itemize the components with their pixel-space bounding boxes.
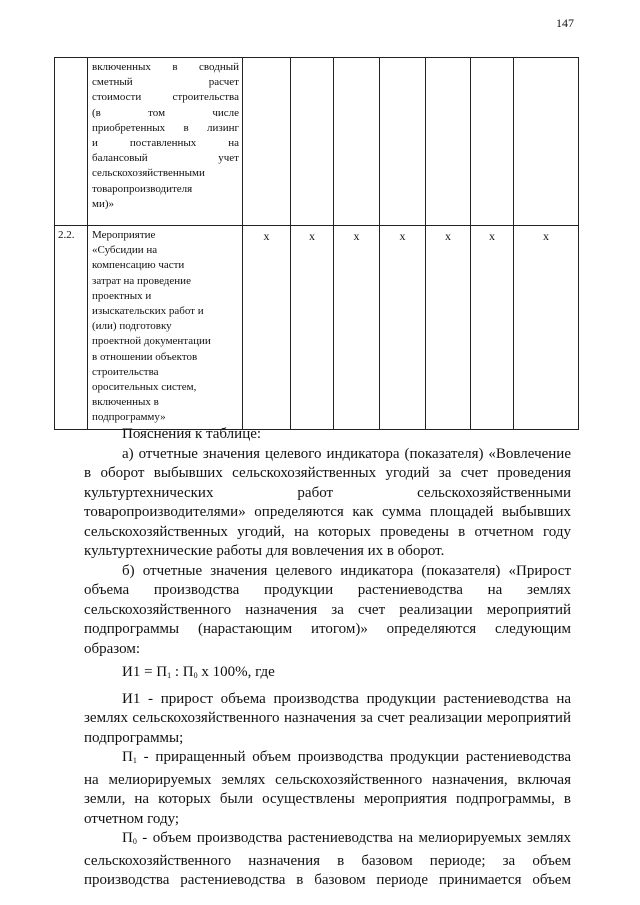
indicators-table [54, 57, 579, 430]
row-name-line: приобретенных в лизинг [92, 121, 239, 134]
definition-p0 [84, 829, 571, 891]
table-cell: х [380, 226, 426, 430]
text-line: И1 - прирост объема производства продукции растениеводства на [122, 690, 571, 707]
row-name-line: и поставленных на [92, 137, 239, 150]
table-row [55, 226, 579, 430]
text-line: сельскохозяйственных угодий, на которых проведены в отчетном году [84, 523, 571, 540]
table-cell: х [471, 226, 514, 430]
row-name-line: сельскохозяйственными [92, 167, 205, 180]
page-number: 147 [556, 16, 574, 30]
row-name [88, 226, 243, 430]
table-cell [471, 58, 514, 226]
text-line [84, 748, 571, 771]
table-cell: х [243, 226, 291, 430]
row-name [88, 58, 243, 226]
text-line [84, 829, 571, 852]
row-name-line: балансовый учет [92, 152, 239, 165]
table-cell: х [514, 226, 579, 430]
row-name-line: оросительных систем, [92, 381, 197, 394]
row-name-line: сметный расчет [92, 76, 239, 89]
text-line: землях сельскохозяйственного назначения за счет реализации мероприятий [84, 710, 571, 726]
table-cell: х [291, 226, 334, 430]
text-line: культуртехнические работы для вовлечения их в оборот. [84, 543, 445, 559]
text-line: в оборот выбывших сельскохозяйственных угодий за счет проведения [84, 465, 571, 481]
row-name-line: проектной документации [92, 335, 211, 348]
text-line: сельскохозяйственного назначения за счет реализации мероприятий [84, 601, 571, 618]
row-name-line: изыскательских работ и [92, 305, 204, 318]
row-name-line: включенных в сводный [92, 61, 239, 73]
text-line: земли, на которых были осуществлены мероприятия подпрограммы, в [84, 791, 571, 807]
row-name-line: (в том числе [92, 106, 239, 119]
row-name-line: включенных в [92, 396, 159, 409]
row-name-line: в отношении объектов [92, 350, 198, 363]
row-name-line: (или) подготовку [92, 320, 172, 333]
row-name-line: затрат на проведение [92, 274, 191, 287]
table-cell [291, 58, 334, 226]
formula [84, 663, 571, 686]
row-name-line: «Субсидии на [92, 244, 158, 257]
formula-part: : П [171, 664, 194, 680]
text-line: б) отчетные значения целевого индикатора (показателя) «Прирост [122, 562, 571, 579]
formula-part: И1 = П [122, 664, 168, 680]
row-name-line: стоимости строительства [92, 91, 239, 104]
row-name-line: подпрограмму» [92, 411, 166, 424]
text-line: культуртехнических работ сельскохозяйственными [84, 484, 571, 501]
table-row [55, 58, 579, 226]
text-line: на мелиорируемых землях сельскохозяйственного назначения, включая [84, 771, 571, 788]
symbol: П [122, 830, 133, 846]
text-line: объема производства продукции растениеводства на землях [84, 582, 571, 598]
text-fragment: - объем производства растениеводства на мелиорируемых землях [136, 830, 571, 846]
paragraph-a [84, 445, 571, 562]
table-cell: х [426, 226, 471, 430]
text-line: подпрограммы (нарастающим итогом)» определяются следующим [84, 621, 571, 637]
definition-i1 [84, 690, 571, 749]
row-name-line: проектных и [92, 289, 152, 302]
table-cell [426, 58, 471, 226]
row-name-line: компенсацию части [92, 259, 185, 272]
paragraph-b [84, 562, 571, 660]
row-name-line: ми)» [92, 197, 115, 210]
table-cell [243, 58, 291, 226]
text-line: сельскохозяйственного назначения в базовом периоде; за объем [84, 852, 571, 869]
symbol: П [122, 749, 133, 765]
table-cell [334, 58, 380, 226]
text-line: производства растениеводства в базовом периоде принимается объем [84, 872, 571, 888]
explanations-heading: Пояснения к таблице: [122, 426, 262, 442]
row-name-line: строительства [92, 365, 159, 378]
table-cell [380, 58, 426, 226]
formula-subscript: 1 [167, 671, 172, 680]
symbol-subscript: 0 [132, 837, 137, 846]
text-line: подпрограммы; [84, 729, 184, 746]
text-line: товаропроизводителями» определяются как сумма площадей выбывших [84, 504, 571, 520]
row-number: 2.2. [55, 226, 88, 430]
definition-p1 [84, 748, 571, 829]
symbol-subscript: 1 [132, 756, 137, 765]
formula-subscript: 0 [193, 671, 198, 680]
text-line: отчетном году; [84, 810, 180, 827]
row-name-line: Мероприятие [92, 229, 156, 241]
row-number [55, 58, 88, 226]
body-text [84, 425, 571, 891]
formula-part: х 100%, где [197, 664, 275, 680]
text-line: а) отчетные значения целевого индикатора (показателя) «Вовлечение [122, 445, 571, 462]
table-cell [514, 58, 579, 226]
table-cell: х [334, 226, 380, 430]
row-name-line: товаропроизводителя [92, 182, 193, 195]
text-fragment: - приращенный объем производства продукции растениеводства [136, 749, 571, 765]
text-line: образом: [84, 640, 141, 657]
